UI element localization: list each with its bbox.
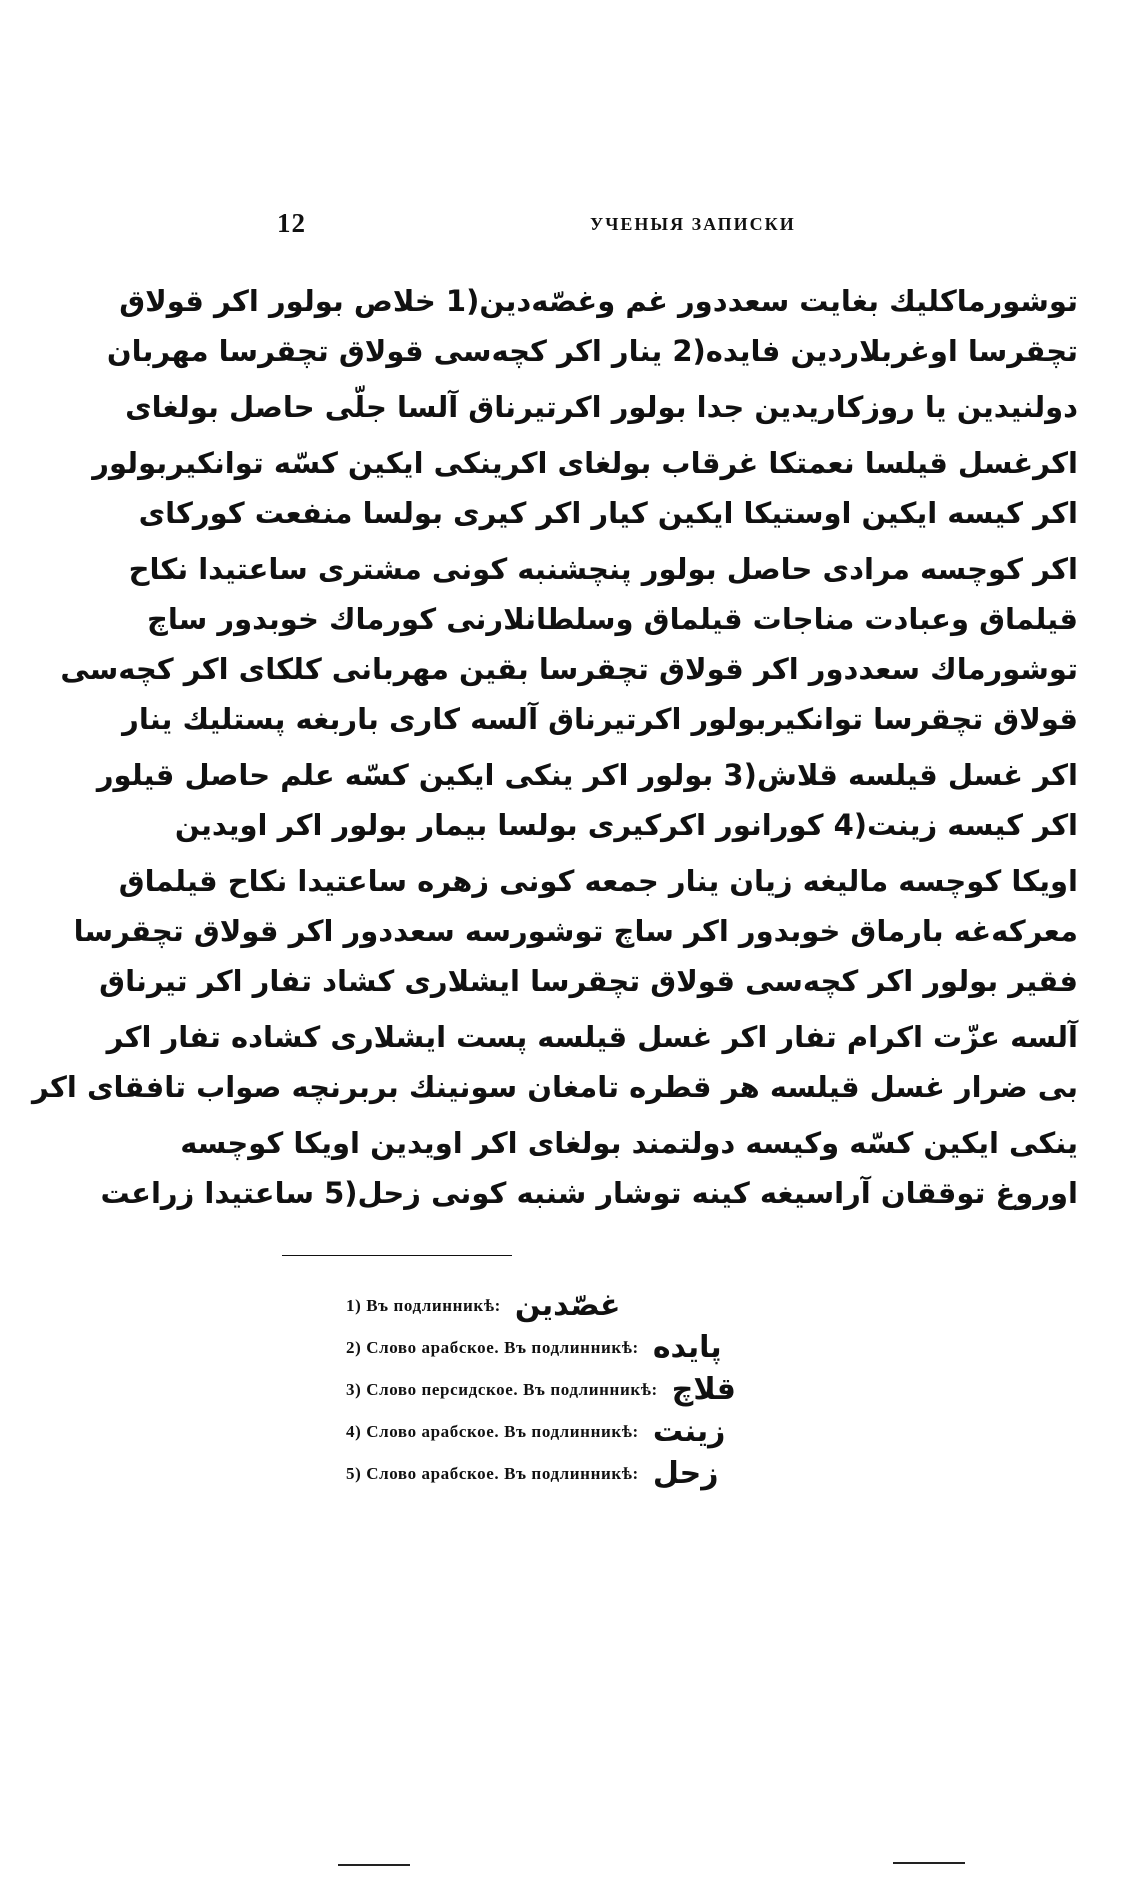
footnote-original-word: زینت [652,1414,726,1449]
footnotes [346,1285,826,1495]
footnote [346,1453,826,1495]
body-line: فقیر بولور اکر کچەسی قولاق تچقرسا ایشلاری کشاد تفار اکر تیرناق [99,964,1078,998]
body-line: قولاق تچقرسا توانکیربولور اکرتیرناق آلسه کاری باربغه پستلیك ینار [122,702,1078,736]
footnote [346,1285,826,1327]
footnote-separator [282,1255,512,1256]
page-number: 12 [277,208,306,238]
footnote-original-word: زحل [652,1456,719,1491]
footnote [346,1327,826,1369]
body-line: توشورماك سعددور اکر قولاق تچقرسا بقین مهربانی کلکای اکر کچەسی [60,652,1078,686]
footnote-text: 5) Слово арабское. Въ подлинникѣ: [346,1464,639,1483]
body-text [32,276,1078,1218]
body-line: اکرغسل قیلسا نعمتکا غرقاب بولغای اکرینکی ایکین کسّه توانکیربولور [92,446,1078,480]
body-line: آلسه عزّت اکرام تفار اکر غسل قیلسه پست ایشلاری کشاده تفار اکر [106,1020,1078,1054]
body-line: بی ضرار غسل قیلسه هر قطره تامغان سونینك بربرنچه صواب تافقای اکر [32,1070,1078,1104]
body-line: اکر غسل قیلسه قلاش(3 بولور اکر ینکی ایکین کسّه علم حاصل قیلور [96,758,1078,792]
body-line: اویکا کوچسه مالیغه زیان ینار جمعه کونی زهره ساعتیدا نکاح قیلماق [118,864,1078,898]
scan-mark [338,1864,410,1866]
body-line: توشورماکلیك بغایت سعددور غم وغصّەدین(1 خلاص بولور اکر قولاق [119,284,1078,318]
body-line: دولنیدین یا روزکاریدین جدا بولور اکرتیرناق آلسا جلّی حاصل بولغای [125,390,1078,424]
footnote-original-word: قلاچ [671,1372,736,1407]
footnote [346,1411,826,1453]
footnote-text: 1) Въ подлинникѣ: [346,1296,501,1315]
scan-mark [893,1862,965,1864]
body-line: معرکەغه بارماق خوبدور اکر ساچ توشورسه سعددور اکر قولاق تچقرسا [73,914,1078,948]
footnote-original-word: پایده [652,1330,722,1365]
running-head: УЧЕНЫЯ ЗАПИСКИ [590,214,796,234]
footnote-original-word: غصّدین [514,1288,621,1323]
body-line: اکر کیسه ایکین اوستیکا ایکین کیار اکر کیری بولسا منفعت کورکای [138,496,1078,530]
body-line: قیلماق وعبادت مناجات قیلماق وسلطانلارنی کورماك خوبدور ساچ [147,602,1078,636]
footnote-text: 3) Слово персидское. Въ подлинникѣ: [346,1380,658,1399]
body-line: اکر کوچسه مرادی حاصل بولور پنچشنبه کونی مشتری ساعتیدا نکاح [128,552,1078,586]
footnote-text: 4) Слово арабское. Въ подлинникѣ: [346,1422,639,1441]
footnote [346,1369,826,1411]
body-line: اکر کیسه زینت(4 کورانور اکرکیری بولسا بیمار بولور اکر اویدین [174,808,1078,842]
body-line: اوروغ توققان آراسیغه کینه توشار شنبه کونی زحل(5 ساعتیدا زراعت [100,1176,1078,1210]
body-line: ینکی ایکین کسّه وکیسه دولتمند بولغای اکر اویدین اویکا کوچسه [180,1126,1078,1160]
footnote-text: 2) Слово арабское. Въ подлинникѣ: [346,1338,639,1357]
body-line: تچقرسا اوغربلاردین فایده(2 ینار اکر کچەسی قولاق تچقرسا مهربان [106,334,1078,368]
